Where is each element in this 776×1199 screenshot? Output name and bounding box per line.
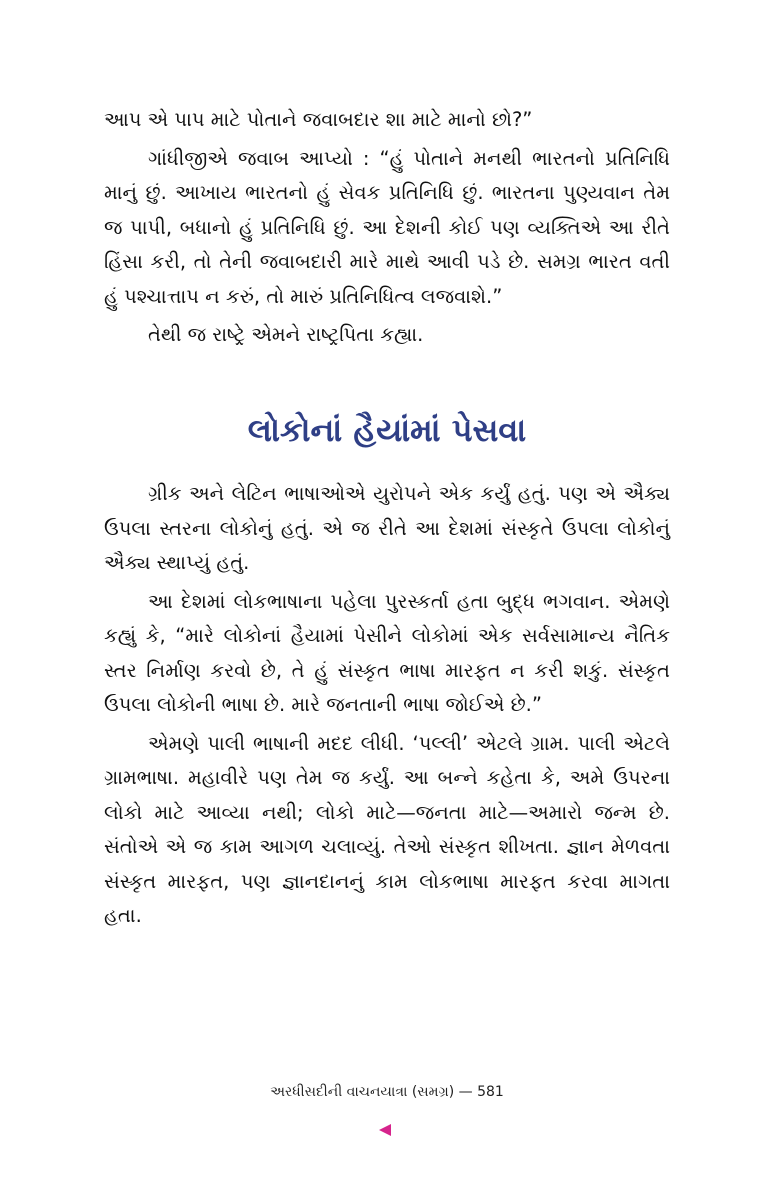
paragraph-greek-latin: ગ્રીક અને લેટિન ભાષાઓએ યુરોપને એક કર્યું હતું. પણ એ ઐક્ય ઉપલા સ્તરના લોકોનું હતું. એ જ રીતે આ દેશમાં સંસ્કૃતે ઉપલા લોકોનું ઐક્ય સ્થાપ્યું હતું. <box>104 482 670 574</box>
page-footer: અરધીસદીની વાચનયાત્રા (સમગ્ર) — 581 <box>270 1084 504 1100</box>
paragraph-father-of-nation: તેથી જ રાષ્ટ્રે એમને રાષ્ટ્રપિતા કહ્યા. <box>148 323 424 346</box>
triangle-left-icon[interactable] <box>378 1122 392 1138</box>
paragraph-buddha: આ દેશમાં લોકભાષાના પહેલા પુરસ્કર્તા હતા બુદ્ધ ભગવાન. એમણે કહ્યું કે, “મારે લોકોનાં હૈયામાં પેસીને લોકોમાં એક સર્વસામાન્ય નૈતિક સ્તર નિર્માણ કરવો છે, તે હું સંસ્કૃત ભાષા મારફત ન કરી શકું. સંસ્કૃત ઉપલા લોકોની ભાષા છે. મારે જનતાની ભાષા જોઈએ છે.” <box>104 589 670 716</box>
paragraph-pali: એમણે પાલી ભાષાની મદદ લીધી. ‘પલ્લી’ એટલે ગ્રામ. પાલી એટલે ગ્રામભાષા. મહાવીરે પણ તેમ જ કર્યું. આ બન્ને કહેતા કે, અમે ઉપરના લોકો માટે આવ્યા નથી; લોકો માટે—જનતા માટે—અમારો જન્મ છે. સંતોએ એ જ કામ આગળ ચલાવ્યું. તેઓ સંસ્કૃત શીખતા. જ્ઞાન મેળવતા સંસ્કૃત મારફત, પણ જ્ઞાનદાનનું કામ લોકભાષા મારફત કરવા માગતા હતા. <box>104 731 670 927</box>
section-one <box>104 103 670 357</box>
paragraph-continuation: આપ એ પાપ માટે પોતાને જવાબદાર શા માટે માનો છો?” <box>104 108 533 131</box>
section-heading: લોકોનાં હૈયાંમાં પેસવા <box>247 411 527 449</box>
paragraph-gandhi-reply: ગાંધીજીએ જવાબ આપ્યો : “હું પોતાને મનથી ભારતનો પ્રતિનિધિ માનું છું. આખાય ભારતનો હું સેવક પ્રતિનિધિ છું. ભારતના પુણ્યવાન તેમ જ પાપી, બધાનો હું પ્રતિનિધિ છું. આ દેશની કોઈ પણ વ્યક્તિએ આ રીતે હિંસા કરી, તો તેની જવાબદારી મારે માથે આવી પડે છે. સમગ્ર ભારત વતી હું પશ્ચાત્તાપ ન કરું, તો મારું પ્રતિનિધિત્વ લજવાશે.” <box>104 146 670 308</box>
section-two <box>104 477 670 938</box>
